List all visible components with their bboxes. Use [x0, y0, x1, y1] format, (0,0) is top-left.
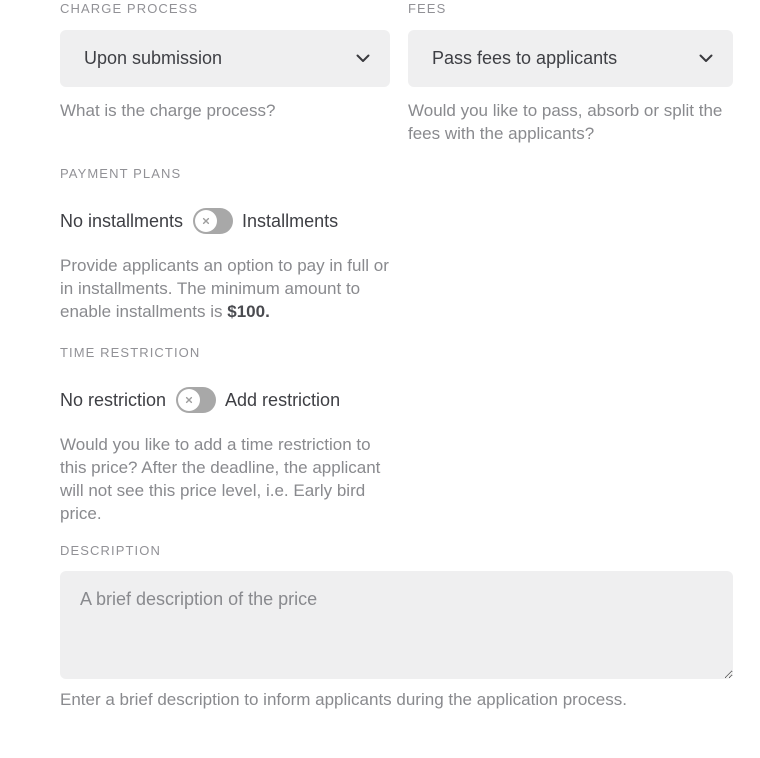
payment-plans-section	[60, 166, 733, 323]
toggle-knob-x-icon	[178, 389, 200, 411]
payment-plans-toggle-row	[60, 208, 733, 234]
charge-process-field	[60, 1, 390, 145]
fees-helper-text: Would you like to pass, absorb or split the fees with the applicants?	[408, 101, 723, 143]
payment-plans-label: PAYMENT PLANS	[60, 166, 182, 181]
fees-label: FEES	[408, 1, 447, 16]
payment-plans-helper-prefix: Provide applicants an option to pay in full or in installments. The minimum amount to enable installments is	[60, 256, 389, 321]
description-section	[60, 543, 733, 711]
top-fields-row	[60, 1, 733, 145]
charge-process-selected-value: Upon submission	[84, 48, 223, 68]
description-textarea[interactable]	[60, 571, 733, 679]
time-restriction-toggle-row	[60, 387, 733, 413]
time-restriction-label: TIME RESTRICTION	[60, 345, 201, 360]
payment-plans-toggle[interactable]	[193, 208, 233, 234]
time-restriction-toggle[interactable]	[176, 387, 216, 413]
time-restriction-on-label: Add restriction	[225, 389, 341, 410]
charge-process-label: CHARGE PROCESS	[60, 1, 199, 16]
description-helper-text: Enter a brief description to inform applicants during the application process.	[60, 690, 627, 709]
charge-process-helper-text: What is the charge process?	[60, 101, 276, 120]
fees-select[interactable]	[408, 30, 733, 87]
payment-plans-on-label: Installments	[242, 210, 339, 231]
time-restriction-section	[60, 345, 733, 525]
description-label: DESCRIPTION	[60, 543, 161, 558]
payment-plans-helper-text	[60, 254, 395, 323]
chevron-down-icon	[356, 54, 370, 63]
toggle-knob-x-icon	[195, 210, 217, 232]
charge-process-select[interactable]	[60, 30, 390, 87]
payment-plans-off-label: No installments	[60, 210, 184, 231]
fees-field	[408, 1, 733, 145]
minimum-installments-amount: $100.	[227, 302, 270, 321]
fees-selected-value: Pass fees to applicants	[432, 48, 618, 68]
chevron-down-icon	[699, 54, 713, 63]
time-restriction-off-label: No restriction	[60, 389, 167, 410]
time-restriction-helper-text: Would you like to add a time restriction to this price? After the deadline, the applicant will not see this price level, i.e. Early bird price.	[60, 435, 381, 523]
